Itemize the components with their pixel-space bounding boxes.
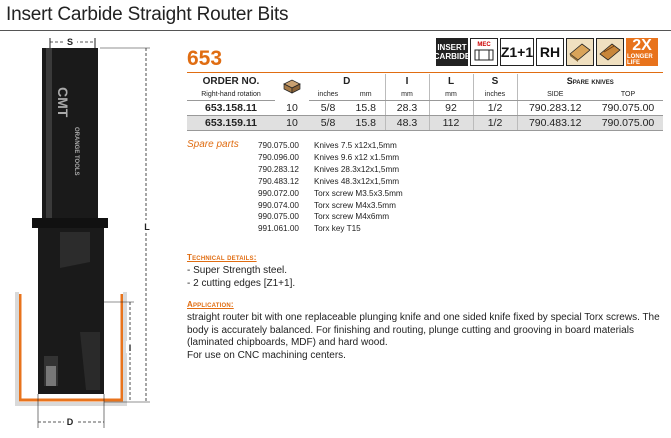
part-code: 990.074.00 bbox=[258, 200, 299, 210]
s-header: S bbox=[473, 74, 517, 88]
application-text bbox=[187, 312, 663, 363]
longer-life-label: LONGER LIFE bbox=[627, 54, 653, 66]
z-badge: Z1+1 bbox=[500, 38, 534, 66]
side-knife-cell: 790.283.12 bbox=[517, 101, 593, 116]
d-mm-cell: 15.8 bbox=[347, 101, 385, 116]
part-code: 790.096.00 bbox=[258, 152, 299, 162]
d-inches-cell: 5/8 bbox=[309, 116, 347, 131]
board-material-icon bbox=[566, 38, 594, 66]
side-knife-cell: 790.483.12 bbox=[517, 116, 593, 131]
d-mm-cell: 15.8 bbox=[347, 116, 385, 131]
part-desc: Knives 48.3x12x1,5mm bbox=[314, 176, 400, 186]
list-item bbox=[258, 140, 403, 152]
list-item bbox=[258, 188, 403, 200]
part-code: 990.075.00 bbox=[258, 212, 299, 222]
carbide-label: CARBIDE bbox=[433, 52, 471, 61]
top-knife-cell: 790.075.00 bbox=[593, 116, 663, 131]
l-header: L bbox=[429, 74, 473, 88]
router-bit-drawing bbox=[0, 32, 180, 438]
qty-cell: 10 bbox=[275, 116, 309, 131]
feature-badges bbox=[433, 37, 658, 66]
shank-text: ORANGE TOOLS bbox=[73, 127, 79, 176]
part-desc: Torx screw M4x3.5mm bbox=[314, 200, 396, 210]
insert-label: INSERT bbox=[437, 43, 467, 52]
unit-d-mm: mm bbox=[347, 88, 385, 101]
wood-material-icon bbox=[596, 38, 624, 66]
title-divider bbox=[0, 30, 671, 31]
unit-i-mm: mm bbox=[385, 88, 429, 101]
technical-details-heading: Technical details: bbox=[187, 253, 257, 262]
machine-icon bbox=[473, 48, 495, 62]
order-number: 653.158.11 bbox=[187, 101, 275, 116]
brand-logo: CMT bbox=[55, 87, 71, 118]
part-code: 790.283.12 bbox=[258, 164, 299, 174]
part-code: 991.061.00 bbox=[258, 224, 299, 234]
part-code: 990.072.00 bbox=[258, 188, 299, 198]
part-desc: Knives 28.3x12x1,5mm bbox=[314, 164, 400, 174]
part-code: 790.483.12 bbox=[258, 176, 299, 186]
spare-parts-title: Spare parts bbox=[187, 139, 239, 150]
unit-d-inches: inches bbox=[309, 88, 347, 101]
mec-label: MEC bbox=[477, 42, 491, 48]
two-x-label: 2X bbox=[632, 37, 652, 54]
d-inches-cell: 5/8 bbox=[309, 101, 347, 116]
product-code: 653 bbox=[187, 47, 223, 70]
mec-badge bbox=[470, 38, 498, 66]
box-icon bbox=[275, 74, 309, 101]
order-subheader: Right-hand rotation bbox=[187, 88, 275, 101]
part-code: 790.075.00 bbox=[258, 141, 299, 150]
list-item: - 2 cutting edges [Z1+1]. bbox=[187, 277, 296, 289]
order-header: ORDER NO. bbox=[202, 75, 260, 87]
s-cell: 1/2 bbox=[473, 116, 517, 131]
list-item bbox=[258, 176, 403, 188]
spare-parts-list bbox=[258, 140, 403, 235]
i-cell: 48.3 bbox=[385, 116, 429, 131]
list-item: - Super Strength steel. bbox=[187, 265, 288, 276]
insert-carbide-badge bbox=[433, 38, 471, 66]
unit-side: SIDE bbox=[517, 88, 593, 101]
dim-s-label: S bbox=[66, 37, 74, 47]
order-number: 653.159.11 bbox=[187, 116, 275, 131]
list-item bbox=[258, 152, 403, 164]
dim-l-label: L bbox=[144, 222, 150, 232]
part-desc: Torx key T15 bbox=[314, 224, 361, 234]
unit-top: TOP bbox=[593, 88, 663, 101]
application-paragraph-2: For use on CNC machining centers. bbox=[187, 350, 346, 362]
l-cell: 92 bbox=[429, 101, 473, 116]
list-item bbox=[258, 200, 403, 212]
part-desc: Knives 7.5 x12x1,5mm bbox=[314, 141, 397, 150]
page-title: Insert Carbide Straight Router Bits bbox=[6, 4, 289, 25]
table-row bbox=[187, 101, 663, 116]
part-desc: Torx screw M3.5x3.5mm bbox=[314, 188, 403, 198]
specs-table bbox=[187, 74, 663, 131]
dim-i-label: I bbox=[128, 343, 132, 353]
part-desc: Knives 9.6 x12 x1.5mm bbox=[314, 152, 400, 162]
spare-knives-header: Spare knives bbox=[517, 74, 663, 88]
list-item bbox=[258, 211, 403, 223]
l-cell: 112 bbox=[429, 116, 473, 131]
orange-divider bbox=[187, 72, 663, 73]
technical-details-list bbox=[187, 265, 295, 290]
list-item bbox=[258, 164, 403, 176]
dim-d-label: D bbox=[66, 417, 74, 427]
s-cell: 1/2 bbox=[473, 101, 517, 116]
unit-s-inches: inches bbox=[473, 88, 517, 101]
d-header: D bbox=[343, 75, 351, 87]
list-item bbox=[258, 223, 403, 235]
i-cell: 28.3 bbox=[385, 101, 429, 116]
application-heading: Application: bbox=[187, 300, 234, 309]
unit-l-mm: mm bbox=[429, 88, 473, 101]
top-knife-cell: 790.075.00 bbox=[593, 101, 663, 116]
i-header: I bbox=[385, 74, 429, 88]
qty-cell: 10 bbox=[275, 101, 309, 116]
longer-life-badge bbox=[626, 38, 658, 66]
rh-badge: RH bbox=[536, 38, 564, 66]
part-desc: Torx screw M4x6mm bbox=[314, 212, 390, 222]
table-row bbox=[187, 116, 663, 131]
application-paragraph: straight router bit with one replaceable plunging knife and one sided knife fixed by special Torx screws. The body is accurately balanced. For finishing and routing, plunge cutting and grooving in board materials (laminated chipboards, MDF) and hard wood. bbox=[187, 312, 660, 349]
